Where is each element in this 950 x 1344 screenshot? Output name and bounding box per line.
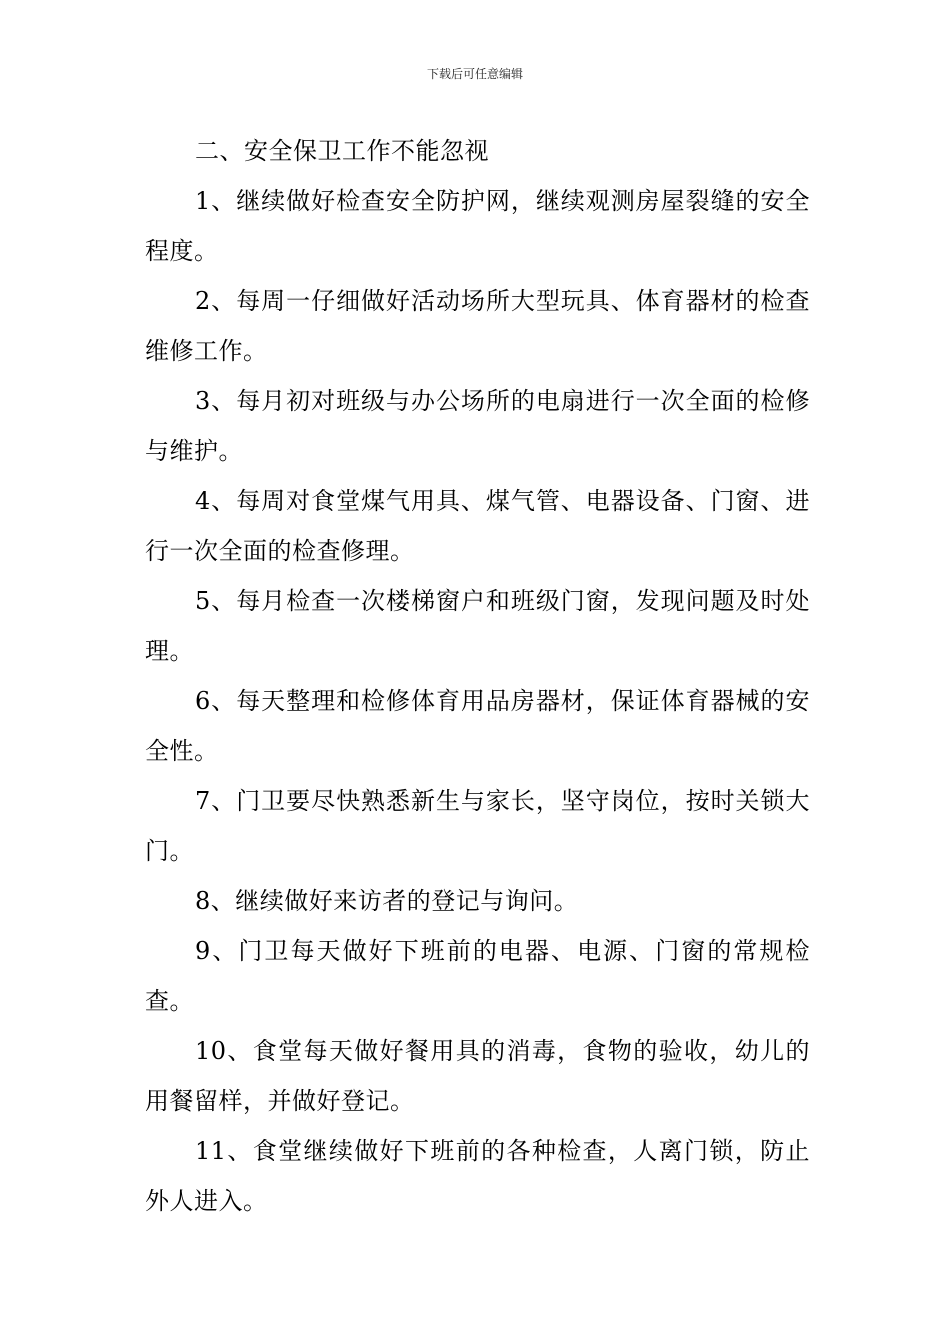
- paragraph-10: 10、食堂每天做好餐用具的消毒，食物的验收，幼儿的用餐留样，并做好登记。: [145, 1037, 810, 1115]
- paragraph-7: 7、门卫要尽快熟悉新生与家长，坚守岗位，按时关锁大门。: [145, 787, 810, 865]
- paragraph-11: 11、食堂继续做好下班前的各种检查，人离门锁，防止外人进入。: [145, 1137, 810, 1215]
- paragraph-5: 5、每月检查一次楼梯窗户和班级门窗，发现问题及时处理。: [145, 587, 810, 665]
- document-body: [145, 126, 810, 1226]
- section-heading: 二、安全保卫工作不能忽视: [195, 137, 489, 165]
- paragraph-4: 4、每周对食堂煤气用具、煤气管、电器设备、门窗、进行一次全面的检查修理。: [145, 487, 810, 565]
- paragraph-1: 1、继续做好检查安全防护网，继续观测房屋裂缝的安全程度。: [145, 187, 810, 265]
- paragraph-2: 2、每周一仔细做好活动场所大型玩具、体育器材的检查维修工作。: [145, 287, 810, 365]
- paragraph-3: 3、每月初对班级与办公场所的电扇进行一次全面的检修与维护。: [145, 387, 810, 465]
- paragraph-8: 8、继续做好来访者的登记与询问。: [195, 887, 579, 915]
- paragraph-9: 9、门卫每天做好下班前的电器、电源、门窗的常规检查。: [145, 937, 810, 1015]
- header-note: 下载后可任意编辑: [426, 67, 523, 81]
- paragraph-6: 6、每天整理和检修体育用品房器材，保证体育器械的安全性。: [145, 687, 810, 765]
